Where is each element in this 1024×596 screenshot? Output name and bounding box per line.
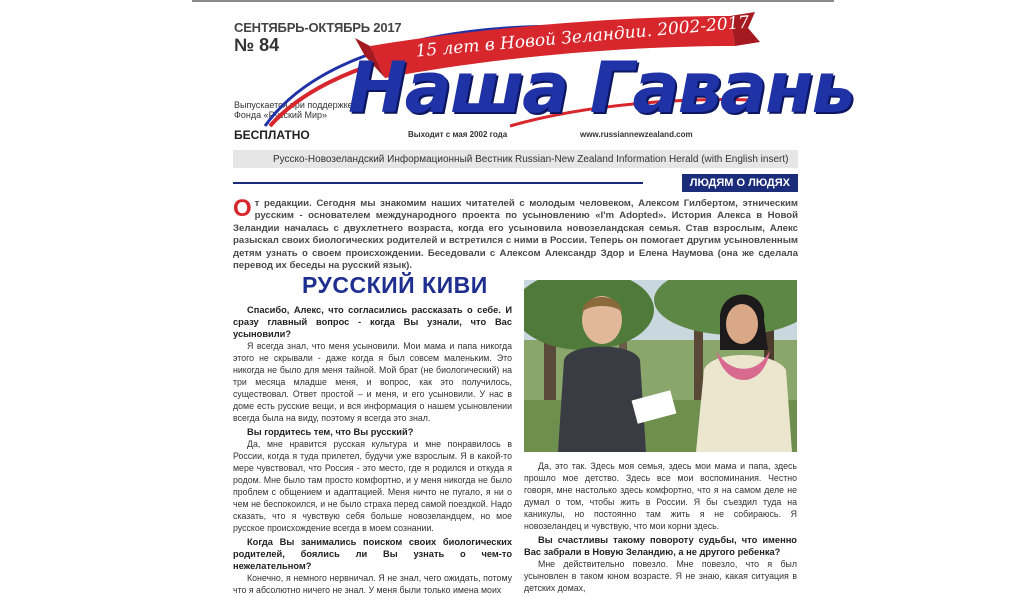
photo-illustration-icon xyxy=(524,280,797,452)
drop-cap: О xyxy=(233,195,252,222)
interview-photo xyxy=(524,280,797,452)
article-title: РУССКИЙ КИВИ xyxy=(302,272,488,298)
herald-ru: Русско-Новозеландский Информационный Вестник xyxy=(273,153,513,165)
question: Вы счастливы такому повороту судьбы, что именно Вас забрали в Новую Зеландию, а не другого ребенка? xyxy=(524,535,797,557)
issue-number: № 84 xyxy=(234,35,280,55)
masthead xyxy=(0,0,1024,150)
support-line-1: Выпускается при поддержке xyxy=(234,100,353,110)
issue-date: СЕНТЯБРЬ-ОКТЯБРЬ 2017 xyxy=(234,20,402,35)
since-line: Выходит с мая 2002 года xyxy=(408,130,508,139)
website-link[interactable]: www.russiannewzealand.com xyxy=(580,130,693,139)
section-header xyxy=(233,174,798,192)
answer: Да, мне нравится русская культура и мне понравилось в России, когда я туда прилетел, будучи уже взрослым. Я в какой-то мере чувствовал, что Россия - это место, где я родился и откуда я родом. Мне было там просто комфортно, и у меня никогда не было проблем с общением и адаптацией. Меня ничто не пугало, я ни о чем не беспокоился, и не было страха перед самой поездкой. Надо сказать, что я чувствую себя больше новозеландцем, но мое русское происхождение всегда в моем сознании. xyxy=(233,439,512,533)
article-column-right xyxy=(524,460,797,594)
section-label: ЛЮДЯМ О ЛЮДЯХ xyxy=(682,174,798,192)
answer: Мне действительно повезло. Мне повезло, что я был усыновлен в таком юном возрасте. Я не знаю, какая ситуация в детских домах, xyxy=(524,559,797,593)
herald-en: Russian-New Zealand Information Herald (with English insert) xyxy=(515,153,789,165)
support-line-2: Фонда «Русский Мир» xyxy=(234,110,328,120)
answer: Да, это так. Здесь моя семья, здесь мои мама и папа, здесь прошло мое детство. Здесь все мои воспоминания. Честно говоря, мне настолько здесь комфортно, что я на самом деле не думал о том, чтобы жить в России. Я бы съездил туда на каникулы, но постоянно там жить я не собираюсь. Я новозеландец и чувствую, что мои корни здесь. xyxy=(524,461,797,531)
newspaper-logo: Наша Гавань xyxy=(348,47,854,129)
answer: Я всегда знал, что меня усыновили. Мои мама и папа никогда этого не скрывали - даже когда я был совсем маленьким. Это никогда не было для меня тайной. Мой брат (не биологический) на три месяца младше меня, и вопрос, как это получилось, существовал. Ответ простой – и меня, и его усыновили. У нас в доме есть русские вещи, и вся информация о нашем усыновлении всегда была на виду, поэтому я всегда это знал. xyxy=(233,341,512,423)
answer: Конечно, я немного нервничал. Я не знал, чего ожидать, потому что я абсолютно ничего не знал. У меня были только имена моих xyxy=(233,573,512,595)
question: Когда Вы занимались поиском своих биологических родителей, боялись ли Вы узнать о чем-то нежелательном? xyxy=(233,537,512,571)
herald-bar xyxy=(233,150,798,168)
free-label: БЕСПЛАТНО xyxy=(234,128,310,142)
intro-text: т редакции. Сегодня мы знакомим наших читателей с молодым человеком, Алексом Гилбертом, этническим русским - основателем международного проекта по усыновлению «I'm Adopted». История Алекса в Новой Зеландии началась с двухлетнего возраста, когда его усыновила новозеландская семья. Став взрослым, Алекс разыскал своих биологических родителей и встретился с ними в России. Теперь он помогает другим усыновленным детям узнать о своем происхождении. Беседовали с Алексом Александр Здор и Елена Наумова (она же сделала перевод их беседы на русский язык). xyxy=(233,198,798,272)
article-column-left xyxy=(233,302,512,596)
anniversary-banner: 15 лет в Новой Зеландии. 2002-2017 xyxy=(414,12,751,62)
section-rule xyxy=(233,182,643,184)
editorial-intro xyxy=(233,195,798,272)
question: Вы гордитесь тем, что Вы русский? xyxy=(247,427,414,437)
question: Спасибо, Алекс, что согласились рассказать о себе. И сразу главный вопрос - когда Вы узнали, что Вас усыновили? xyxy=(233,305,512,339)
